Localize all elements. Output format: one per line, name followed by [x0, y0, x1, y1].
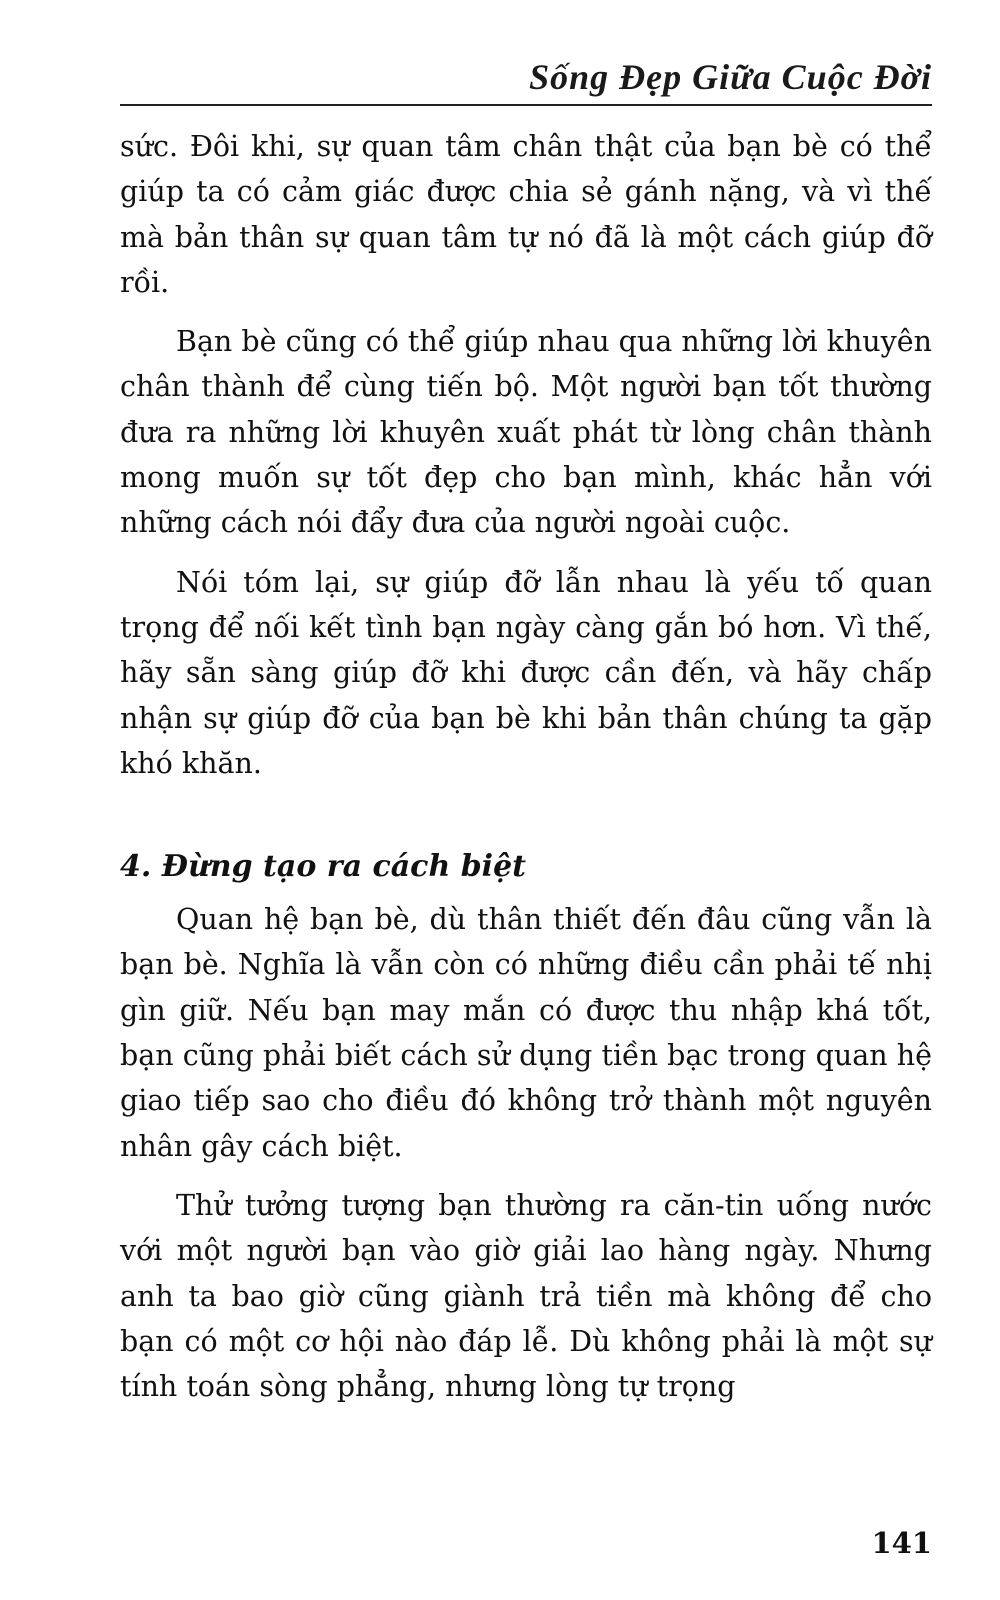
running-header-title: Sống Đẹp Giữa Cuộc Đời [529, 57, 932, 97]
page-body [120, 124, 932, 1409]
page-number: 141 [871, 1526, 932, 1560]
paragraph-advice: Bạn bè cũng có thể giúp nhau qua những lời khuyên chân thành để cùng tiến bộ. Một người bạn tốt thường đưa ra những lời khuyên xuất phát từ lòng chân thành mong muốn sự tốt đẹp cho bạn mình, khác hẳn với những cách nói đẩy đưa của người ngoài cuộc. [120, 325, 932, 540]
paragraph-summary: Nói tóm lại, sự giúp đỡ lẫn nhau là yếu tố quan trọng để nối kết tình bạn ngày càng gắn bó hơn. Vì thế, hãy sẵn sàng giúp đỡ khi được cần đến, và hãy chấp nhận sự giúp đỡ của bạn bè khi bản thân chúng ta gặp khó khăn. [120, 565, 932, 780]
header-divider [120, 104, 932, 106]
paragraph-relationship: Quan hệ bạn bè, dù thân thiết đến đâu cũng vẫn là bạn bè. Nghĩa là vẫn còn có những điều cần phải tế nhị gìn giữ. Nếu bạn may mắn có được thu nhập khá tốt, bạn cũng phải biết cách sử dụng tiền bạc trong quan hệ giao tiếp sao cho điều đó không trở thành một nguyên nhân gây cách biệt. [120, 903, 932, 1163]
paragraph-example: Thử tưởng tượng bạn thường ra căn-tin uống nước với một người bạn vào giờ giải lao hàng ngày. Nhưng anh ta bao giờ cũng giành trả tiền mà không để cho bạn có một cơ hội nào đáp lễ. Dù không phải là một sự tính toán sòng phẳng, nhưng lòng tự trọng [120, 1188, 932, 1404]
section-heading: 4. Đừng tạo ra cách biệt [120, 849, 527, 885]
paragraph-continued: sức. Đôi khi, sự quan tâm chân thật của bạn bè có thể giúp ta có cảm giác được chia sẻ gánh nặng, và vì thế mà bản thân sự quan tâm tự nó đã là một cách giúp đỡ rồi. [120, 130, 932, 299]
